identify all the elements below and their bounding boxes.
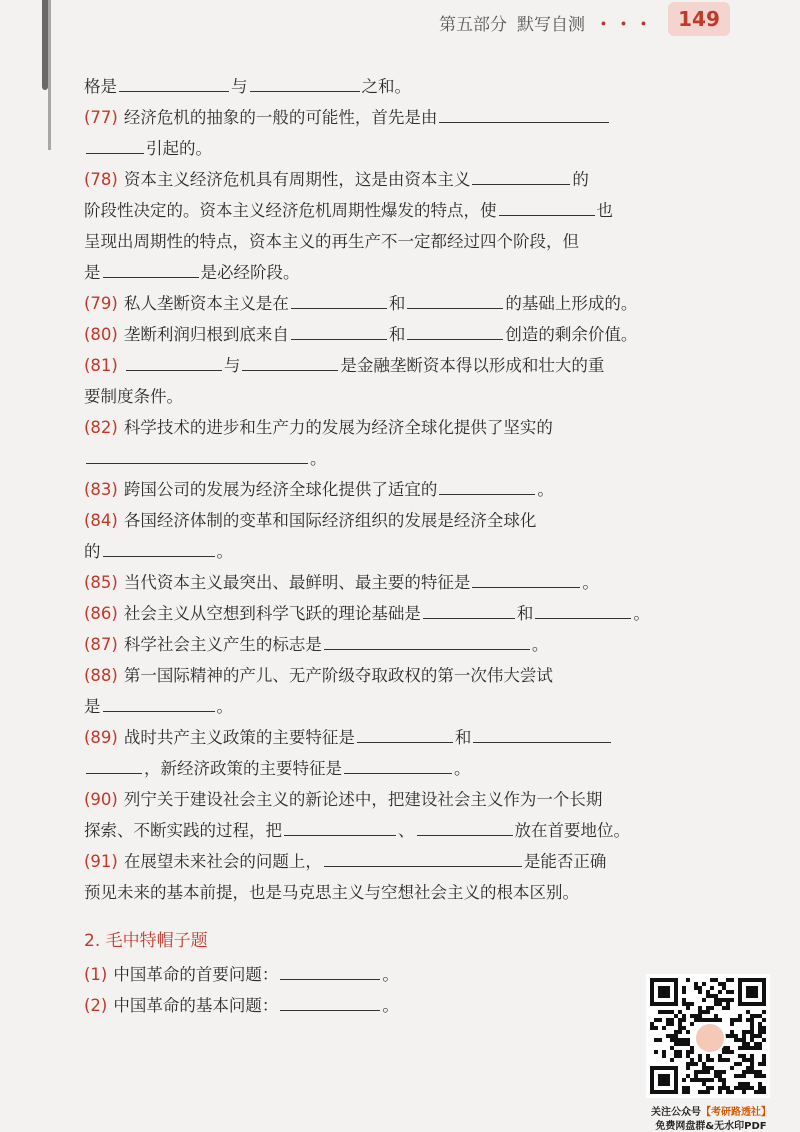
header-dots: ・・・ xyxy=(595,15,655,35)
question-number: (83) xyxy=(84,480,118,499)
question-number: (89) xyxy=(84,728,118,747)
qr-module xyxy=(730,1050,734,1054)
qr-module xyxy=(686,978,690,982)
qr-module xyxy=(690,1022,694,1026)
qr-module xyxy=(658,986,670,998)
question-text: 的 xyxy=(84,542,101,561)
answer-blank[interactable] xyxy=(423,600,515,619)
qr-module xyxy=(690,1050,694,1054)
qr-module xyxy=(698,990,702,994)
answer-blank[interactable] xyxy=(250,73,360,92)
question-text: 在展望未来社会的问题上， xyxy=(123,852,322,871)
question-text: 要制度条件。 xyxy=(84,387,183,406)
mao-question-line xyxy=(84,991,672,1021)
qr-module xyxy=(658,1038,662,1042)
answer-blank[interactable] xyxy=(280,961,380,980)
qr-code[interactable] xyxy=(646,974,770,1098)
answer-blank[interactable] xyxy=(407,321,503,340)
qr-module xyxy=(686,1006,690,1010)
question-line xyxy=(84,351,672,381)
question-text: 私人垄断资本主义是在 xyxy=(123,294,289,313)
answer-blank[interactable] xyxy=(291,321,387,340)
qr-module xyxy=(686,1030,690,1034)
qr-module xyxy=(730,1022,734,1026)
qr-module xyxy=(762,1090,766,1094)
question-text: 是 xyxy=(84,697,101,716)
answer-blank[interactable] xyxy=(357,724,453,743)
qr-module xyxy=(658,1074,670,1086)
footer-prefix: 关注公众号 xyxy=(651,1107,701,1118)
qr-module xyxy=(762,1018,766,1022)
qr-module xyxy=(718,1018,722,1022)
qr-module xyxy=(710,1006,714,1010)
qr-module xyxy=(682,990,686,994)
question-text: 和 xyxy=(388,294,406,313)
answer-blank[interactable] xyxy=(407,290,503,309)
answer-blank[interactable] xyxy=(119,73,229,92)
qr-module xyxy=(710,986,714,990)
page-number-badge xyxy=(668,2,730,36)
answer-blank[interactable] xyxy=(417,817,513,836)
answer-blank[interactable] xyxy=(280,992,380,1011)
qr-logo-icon xyxy=(694,1022,726,1054)
question-line xyxy=(84,754,672,784)
question-text: 社会主义从空想到科学飞跃的理论基础是 xyxy=(123,604,421,623)
qr-module xyxy=(762,1038,766,1042)
qr-module xyxy=(690,1002,694,1006)
question-line xyxy=(84,692,672,722)
answer-blank[interactable] xyxy=(103,693,215,712)
question-line xyxy=(84,134,672,164)
question-text: 是必经阶段。 xyxy=(200,263,300,282)
qr-module xyxy=(654,1050,658,1054)
question-number: (2) xyxy=(84,996,108,1015)
question-line xyxy=(84,258,672,288)
mao-question-line xyxy=(84,960,672,990)
question-text: ，新经济政策的主要特征是 xyxy=(144,759,342,778)
question-text: 经济危机的抽象的一般的可能性，首先是由 xyxy=(123,108,438,127)
question-text: 是 xyxy=(84,263,101,282)
question-text: 中国革命的首要问题： xyxy=(113,965,279,984)
question-text: 、 xyxy=(398,821,415,840)
question-line xyxy=(84,320,672,350)
question-text: 放在首要地位。 xyxy=(514,821,630,840)
book-spine-edge xyxy=(48,0,51,150)
question-text: 预见未来的基本前提，也是马克思主义与空想社会主义的根本区别。 xyxy=(84,883,579,902)
qr-module xyxy=(762,1062,766,1066)
question-number: (78) xyxy=(84,170,118,189)
question-number: (86) xyxy=(84,604,118,623)
question-text: 探索、不断实践的过程，把 xyxy=(84,821,282,840)
qr-module xyxy=(730,998,734,1002)
question-line xyxy=(84,289,672,319)
qr-module xyxy=(726,1006,730,1010)
qr-module xyxy=(738,1062,742,1066)
question-number: (1) xyxy=(84,965,108,984)
footer-line2: 免费网盘群&无水印PDF xyxy=(655,1121,767,1132)
qr-module xyxy=(710,1086,714,1090)
qr-module xyxy=(758,1046,762,1050)
question-text: 引起的。 xyxy=(146,139,212,158)
question-text: 。 xyxy=(382,996,399,1015)
question-text: 的基础上形成的。 xyxy=(505,294,638,313)
question-line xyxy=(84,506,672,536)
question-number: (77) xyxy=(84,108,118,127)
qr-module xyxy=(762,1010,766,1014)
question-text: 资本主义经济危机具有周期性，这是由资本主义 xyxy=(123,170,471,189)
question-number: (82) xyxy=(84,418,118,437)
question-text: 跨国公司的发展为经济全球化提供了适宜的 xyxy=(123,480,438,499)
question-text: 之和。 xyxy=(361,77,411,96)
question-line xyxy=(84,444,672,474)
answer-blank[interactable] xyxy=(473,724,611,743)
page-header xyxy=(439,10,655,35)
question-text: 战时共产主义政策的主要特征是 xyxy=(123,728,355,747)
qr-module xyxy=(722,1070,726,1074)
answer-blank[interactable] xyxy=(86,445,308,464)
question-number: (80) xyxy=(84,325,118,344)
qr-module xyxy=(678,1030,682,1034)
question-line xyxy=(84,165,672,195)
qr-module xyxy=(694,1062,698,1066)
answer-blank[interactable] xyxy=(103,259,199,278)
qr-module xyxy=(662,1054,666,1058)
question-line xyxy=(84,847,672,877)
question-line xyxy=(84,72,672,102)
answer-blank[interactable] xyxy=(439,476,535,495)
qr-module xyxy=(706,1010,710,1014)
answer-blank[interactable] xyxy=(86,135,144,154)
question-line xyxy=(84,785,672,815)
header-part: 第五部分 xyxy=(439,15,507,35)
qr-module xyxy=(682,1078,686,1082)
question-text: 阶段性决定的。资本主义经济危机周期性爆发的特点，使 xyxy=(84,201,497,220)
qr-module xyxy=(706,1070,710,1074)
question-text: 。 xyxy=(633,604,650,623)
qr-module xyxy=(706,1090,710,1094)
question-text: 和 xyxy=(454,728,472,747)
question-number: (87) xyxy=(84,635,118,654)
answer-blank[interactable] xyxy=(472,166,570,185)
question-text: 创造的剩余价值。 xyxy=(505,325,638,344)
question-number: (90) xyxy=(84,790,118,809)
qr-module xyxy=(662,1026,666,1030)
question-text: 是金融垄断资本得以形成和壮大的重 xyxy=(340,356,605,375)
question-number: (85) xyxy=(84,573,118,592)
qr-module xyxy=(686,1066,690,1070)
qr-module xyxy=(702,982,706,986)
question-line xyxy=(84,599,672,629)
question-number: (79) xyxy=(84,294,118,313)
qr-module xyxy=(710,1058,714,1062)
question-line xyxy=(84,661,672,691)
question-text: 与 xyxy=(223,356,241,375)
question-text: 列宁关于建设社会主义的新论述中，把建设社会主义作为一个长期 xyxy=(123,790,603,809)
page-number: 149 xyxy=(678,7,720,31)
question-line xyxy=(84,382,672,412)
question-text: 。 xyxy=(216,542,233,561)
answer-blank[interactable] xyxy=(324,848,522,867)
question-number: (81) xyxy=(84,356,118,375)
section-title: 2. 毛中特帽子题 xyxy=(84,931,208,951)
question-text: 。 xyxy=(454,759,471,778)
qr-module xyxy=(670,1058,674,1062)
question-text: 中国革命的基本问题： xyxy=(113,996,279,1015)
answer-blank[interactable] xyxy=(439,104,609,123)
answer-blank[interactable] xyxy=(284,817,396,836)
question-line xyxy=(84,878,672,908)
question-text: 和 xyxy=(516,604,534,623)
answer-blank[interactable] xyxy=(126,352,222,371)
qr-module xyxy=(702,998,706,1002)
question-line xyxy=(84,630,672,660)
question-text: 格是 xyxy=(84,77,117,96)
question-text: 垄断利润归根到底来自 xyxy=(123,325,289,344)
answer-blank[interactable] xyxy=(535,600,631,619)
qr-module xyxy=(730,1090,734,1094)
question-line xyxy=(84,196,672,226)
qr-module xyxy=(670,1022,674,1026)
qr-module xyxy=(718,990,722,994)
answer-blank[interactable] xyxy=(472,569,580,588)
question-text: 第一国际精神的产儿、无产阶级夺取政权的第一次伟大尝试 xyxy=(123,666,553,685)
qr-module xyxy=(746,986,758,998)
question-text: 各国经济体制的变革和国际经济组织的发展是经济全球化 xyxy=(123,511,537,530)
qr-module xyxy=(738,1018,742,1022)
question-line xyxy=(84,413,672,443)
question-text: 。 xyxy=(531,635,549,654)
question-text: 是能否正确 xyxy=(523,852,607,871)
qr-module xyxy=(730,1066,734,1070)
qr-module xyxy=(742,1074,746,1078)
answer-blank[interactable] xyxy=(344,755,452,774)
question-line xyxy=(84,227,672,257)
question-line xyxy=(84,475,672,505)
question-line xyxy=(84,568,672,598)
qr-module xyxy=(730,990,734,994)
qr-module xyxy=(682,1018,686,1022)
question-number: (91) xyxy=(84,852,118,871)
question-line xyxy=(84,816,672,846)
answer-blank[interactable] xyxy=(324,631,530,650)
question-line xyxy=(84,103,672,133)
question-list xyxy=(84,72,672,1022)
qr-module xyxy=(726,1058,730,1062)
qr-module xyxy=(710,1078,714,1082)
question-text: 。 xyxy=(216,697,233,716)
question-line xyxy=(84,537,672,567)
qr-module xyxy=(678,1054,682,1058)
question-text: 当代资本主义最突出、最鲜明、最主要的特征是 xyxy=(123,573,471,592)
question-line xyxy=(84,723,672,753)
qr-module xyxy=(742,1090,746,1094)
qr-module xyxy=(762,1074,766,1078)
answer-blank[interactable] xyxy=(103,538,215,557)
qr-module xyxy=(686,1090,690,1094)
answer-blank[interactable] xyxy=(499,197,595,216)
qr-module xyxy=(730,978,734,982)
qr-module xyxy=(762,1030,766,1034)
question-text: 的 xyxy=(572,170,589,189)
question-number: (84) xyxy=(84,511,118,530)
question-text: 和 xyxy=(388,325,406,344)
footer-highlight: 【考研路透社】 xyxy=(701,1107,771,1118)
question-text: 科学技术的进步和生产力的发展为经济全球化提供了坚实的 xyxy=(123,418,553,437)
answer-blank[interactable] xyxy=(242,352,338,371)
footer-line1 xyxy=(636,1103,786,1118)
answer-blank[interactable] xyxy=(291,290,387,309)
answer-blank[interactable] xyxy=(86,755,142,774)
question-text: 与 xyxy=(231,77,248,96)
qr-module xyxy=(658,1018,662,1022)
qr-module xyxy=(654,1026,658,1030)
question-text: 。 xyxy=(537,480,554,499)
question-text: 科学社会主义产生的标志是 xyxy=(123,635,322,654)
question-text: 。 xyxy=(582,573,599,592)
question-text: 。 xyxy=(310,449,327,468)
question-number: (88) xyxy=(84,666,118,685)
question-text: 也 xyxy=(596,201,613,220)
question-text: 。 xyxy=(382,965,399,984)
header-title: 默写自测 xyxy=(517,15,585,35)
question-text: 呈现出周期性的特点，资本主义的再生产不一定都经过四个阶段，但 xyxy=(84,232,579,251)
qr-module xyxy=(718,1090,722,1094)
